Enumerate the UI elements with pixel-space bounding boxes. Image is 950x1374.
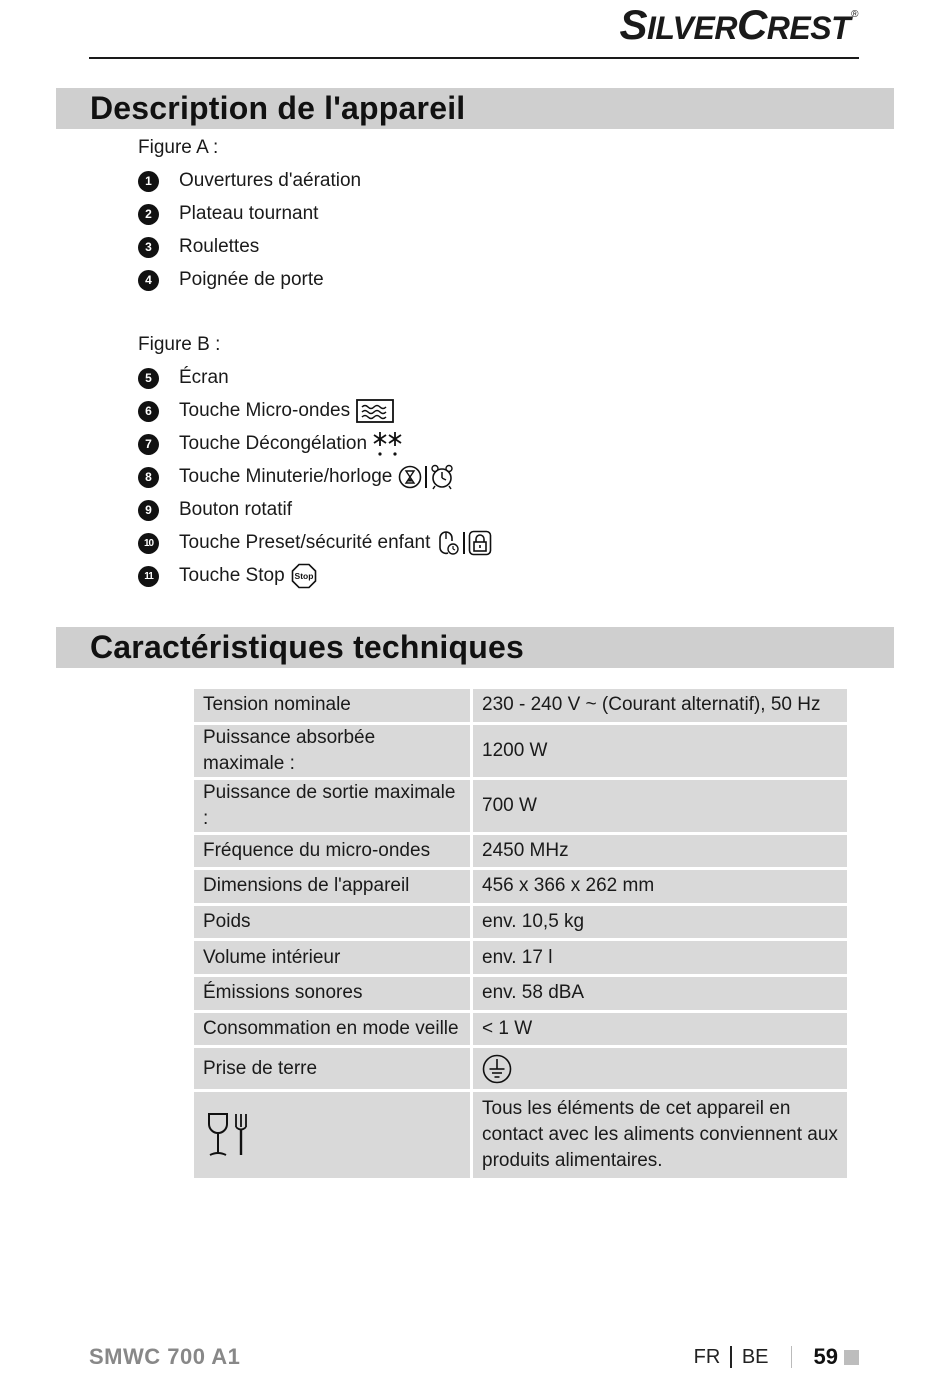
timer-clock-icon: [398, 464, 454, 490]
spec-label: Puissance de sortie maximale :: [194, 780, 473, 835]
table-row: [194, 1013, 847, 1049]
brand-letter-s: S: [619, 1, 647, 48]
brand-text-rest: REST: [766, 10, 851, 46]
specs-table: [194, 689, 847, 1178]
spec-label: Poids: [194, 906, 473, 942]
table-row: [194, 780, 847, 835]
item-label: Touche Décongélation: [179, 433, 368, 454]
brand-text-ilver: ILVER: [646, 10, 737, 46]
alarm-clock-icon: [430, 464, 454, 490]
list-item: [138, 268, 324, 292]
item-number: 9: [138, 500, 159, 521]
item-number: 4: [138, 270, 159, 291]
item-label: Touche Minuterie/horloge: [179, 466, 393, 487]
list-item: [138, 169, 362, 193]
spec-value: < 1 W: [473, 1013, 847, 1049]
table-row: [194, 977, 847, 1013]
spec-label: [194, 1092, 473, 1178]
model-number: SMWC 700 A1: [89, 1344, 241, 1369]
spec-value: 1200 W: [473, 725, 847, 780]
item-text: [179, 498, 292, 522]
footer-right: [694, 1341, 859, 1373]
table-row: [194, 941, 847, 977]
page-marker: [844, 1350, 859, 1365]
list-item: [138, 465, 393, 489]
list-item: [138, 366, 229, 390]
microwave-icon: [356, 399, 394, 423]
spec-value: 456 x 366 x 262 mm: [473, 870, 847, 906]
list-item: [138, 399, 351, 423]
spec-value: env. 10,5 kg: [473, 906, 847, 942]
stop-icon: [291, 563, 317, 589]
table-row: [194, 1092, 847, 1178]
item-label: Bouton rotatif: [179, 499, 293, 520]
header-rule: [89, 57, 859, 59]
spec-label: Volume intérieur: [194, 941, 473, 977]
defrost-icon: [373, 430, 403, 458]
table-row: [194, 1048, 847, 1092]
item-text: Poignée de porte: [179, 269, 324, 290]
spec-value: env. 58 dBA: [473, 977, 847, 1013]
preset-lock-icon: [436, 530, 492, 556]
spec-label: Consommation en mode veille: [194, 1013, 473, 1049]
section-title-specs: Caractéristiques techniques: [90, 629, 524, 665]
spec-value: 2450 MHz: [473, 835, 847, 871]
item-text: Ouvertures d'aération: [179, 170, 362, 191]
spec-label: Fréquence du micro-ondes: [194, 835, 473, 871]
brand-letter-c: C: [736, 1, 767, 48]
spec-label: Émissions sonores: [194, 977, 473, 1013]
hourglass-icon: [398, 465, 422, 489]
item-number: 6: [138, 401, 159, 422]
item-text: [179, 563, 317, 589]
page-separator: [791, 1346, 792, 1368]
table-row: [194, 906, 847, 942]
item-text: Plateau tournant: [179, 203, 319, 224]
figure-b-label: Figure B :: [138, 334, 221, 355]
icon-separator: [425, 466, 427, 488]
item-label: Touche Preset/sécurité enfant: [179, 532, 431, 553]
spec-label: Tension nominale: [194, 689, 473, 725]
lock-icon: [468, 530, 492, 556]
table-row: [194, 725, 847, 780]
item-number: 11: [138, 566, 159, 587]
item-text: [179, 399, 394, 423]
lang-fr: FR: [693, 1346, 721, 1368]
section-title-description: Description de l'appareil: [90, 90, 466, 126]
list-item: [138, 202, 319, 226]
ground-icon: [482, 1054, 512, 1084]
spec-value: 230 - 240 V ~ (Courant alternatif), 50 Hz: [473, 689, 847, 725]
item-number: 3: [138, 237, 159, 258]
spec-value: Tous les éléments de cet appareil en contact avec les aliments conviennent aux produits alimentaires.: [473, 1092, 847, 1178]
item-number: 2: [138, 204, 159, 225]
item-number: 7: [138, 434, 159, 455]
item-text: [179, 464, 454, 490]
section-specs: [56, 627, 894, 668]
food-safe-icon: [207, 1111, 251, 1159]
preset-icon: [436, 530, 460, 556]
brand-logo: [619, 1, 858, 48]
spec-label: Dimensions de l'appareil: [194, 870, 473, 906]
item-number: 8: [138, 467, 159, 488]
item-number: 5: [138, 368, 159, 389]
list-item: [138, 235, 260, 259]
item-number: 10: [138, 533, 159, 554]
list-item: [138, 432, 368, 456]
section-description: [56, 88, 894, 129]
page-number: 59: [813, 1344, 838, 1369]
table-row: [194, 689, 847, 725]
spec-value: [473, 1048, 847, 1092]
item-text: [179, 530, 492, 556]
item-label: Touche Stop: [179, 565, 285, 586]
stop-icon-text: Stop: [294, 571, 314, 581]
lang-be: BE: [741, 1346, 769, 1368]
figure-a-label: Figure A :: [138, 137, 219, 158]
spec-label: Puissance absorbée maximale :: [194, 725, 473, 780]
item-label: Écran: [179, 367, 229, 388]
icon-separator: [463, 532, 465, 554]
list-item: [138, 564, 314, 588]
item-label: Touche Micro-ondes: [179, 400, 351, 421]
spec-value: 700 W: [473, 780, 847, 835]
spec-value: env. 17 l: [473, 941, 847, 977]
list-item: [138, 498, 293, 522]
spec-label: Prise de terre: [194, 1048, 473, 1092]
list-item: [138, 531, 431, 555]
item-number: 1: [138, 171, 159, 192]
item-text: [179, 430, 403, 458]
lang-separator: [730, 1346, 732, 1368]
item-text: [179, 366, 229, 390]
table-row: [194, 870, 847, 906]
table-row: [194, 835, 847, 871]
item-text: Roulettes: [179, 236, 260, 257]
registered-mark: ®: [851, 9, 858, 20]
